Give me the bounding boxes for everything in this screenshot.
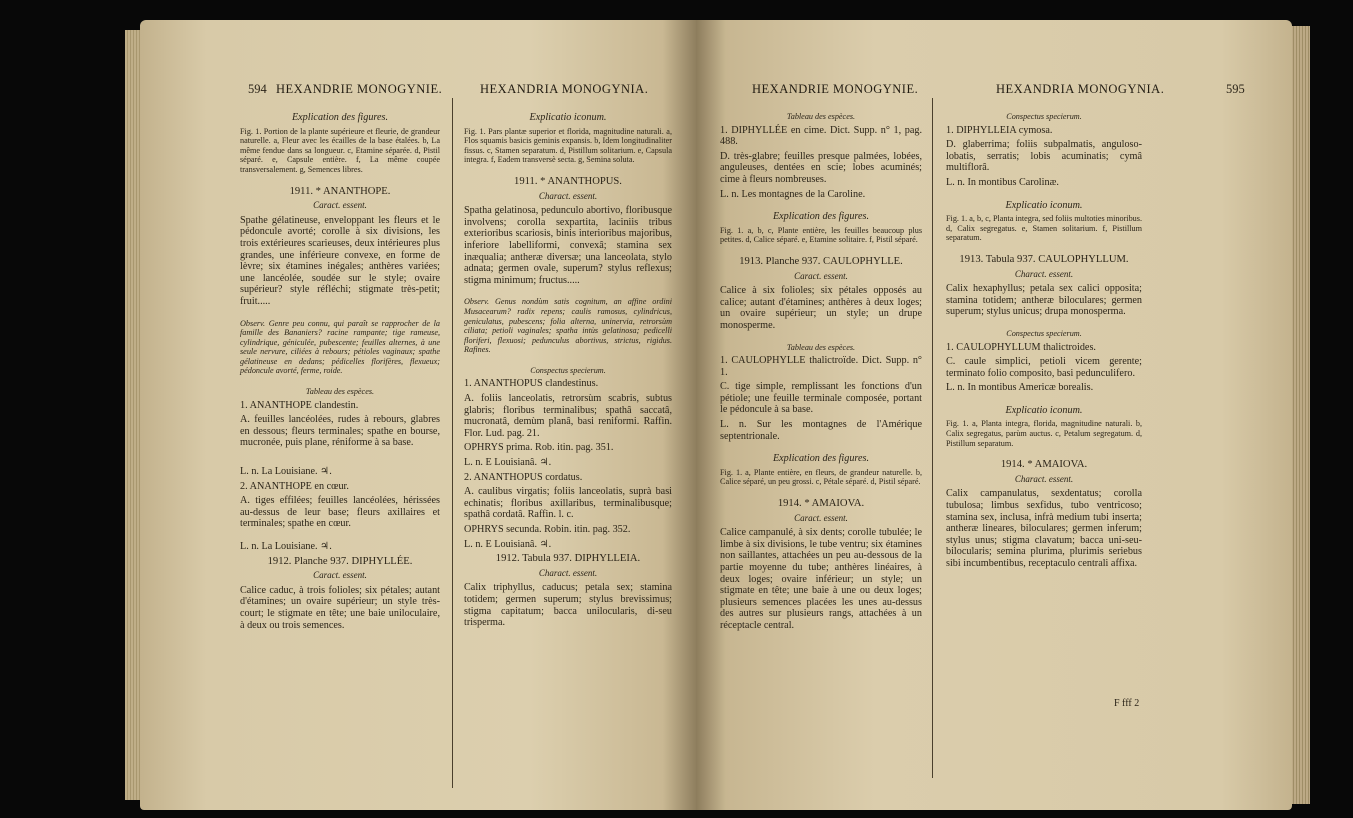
species-description: D. glaberrima; foliis subpalmatis, anguloso-lobatis, serratis; lobis acuminatis; cymâ multiflorâ. xyxy=(946,139,1142,174)
species-locality: L. n. E Louisianâ. ♃. xyxy=(464,457,552,469)
species-description: A. foliis lanceolatis, retrorsùm scabris, subtus glabris; floribus terminalibus; spathâ saccatâ, mucronatâ, demùm planâ, basi reniformi. Raffin. Flor. Lud. pag. 21. xyxy=(464,393,672,439)
caract-label: Caract. essent. xyxy=(794,512,848,523)
section-title: Explication des figures. xyxy=(772,211,870,223)
species-name: 1. DIPHYLLÉE en cime. Dict. Supp. n° 1, pag. 488. xyxy=(720,124,922,148)
running-head: HEXANDRIA MONOGYNIA. xyxy=(480,82,649,96)
running-head: HEXANDRIE MONOGYNIE. xyxy=(276,82,443,96)
figure-caption: Fig. 1. a, Plante entière, en fleurs, de grandeur naturelle. b, Calice séparé, un peu grossi. c, Pétale séparé. d, Pistil séparé. xyxy=(720,467,922,487)
left-column-french xyxy=(720,112,922,635)
species-description: A. caulibus virgatis; foliis lanceolatis, suprà basi echinatis; floribus axillaribus, terminalibusque; spathâ cordatâ. Raffin. l. c. xyxy=(464,486,672,521)
genus-heading: 1911. * ANANTHOPUS. xyxy=(514,175,622,187)
plate-heading: 1912. Planche 937. DIPHYLLÉE. xyxy=(267,555,413,567)
observation: Observ. Genre peu connu, qui paraît se rapprocher de la famille des Bananiers? racine rampante; tige rameuse, cylindrique, géniculée, pubescente; feuilles alternes, à une seule nervure, ciliées à rebours; pétioles vaginaux; spathe gélatineuse en dedans; pédicelles florifères, flexueux; pédoncule avorté, ferme, roide. xyxy=(240,318,440,376)
species-description: A. feuilles lancéolées, rudes à rebours, glabres en dessous; fleurs terminales; spathe en bourse, mucronée, puis plane, réniforme à sa base. xyxy=(240,414,440,449)
genus-description: Spathe gélatineuse, enveloppant les fleurs et le pédoncule avorté; corolle à six divisions, les trois extérieures scarieuses, deux intérieures plus grandes, une inférieure convexe, en forme de lèvre; six étamines inégales; anthères variées; une lancéolée, soudée sur le style; ovaire supérieur? style réfléchi; stigmate très-petit; fruit..... xyxy=(240,214,440,307)
section-title: Explicatio iconum. xyxy=(1005,199,1083,211)
figure-caption: Fig. 1. Portion de la plante supérieure et fleurie, de grandeur naturelle. a, Fleur avec les écailles de la base étalées. b, La même fendue dans sa longueur. c, Etamine séparée. d, Pistil séparé. e, Capsule entière. f, La même coupée transversalement. g, Semences libres. xyxy=(240,126,440,174)
species-name: 1. ANANTHOPUS clandestinus. xyxy=(464,378,599,390)
section-title: Conspectus specierum. xyxy=(530,365,606,375)
section-title: Tableau des espèces. xyxy=(786,112,856,121)
caract-label: Charact. essent. xyxy=(1014,268,1074,279)
species-name: 2. ANANTHOPUS cordatus. xyxy=(464,471,583,483)
species-locality: L. n. In montibus Carolinæ. xyxy=(946,176,1059,188)
species-name: 1. DIPHYLLEIA cymosa. xyxy=(946,124,1053,136)
caract-label: Caract. essent. xyxy=(313,570,367,581)
page-number: 594 xyxy=(248,82,267,96)
caract-label: Caract. essent. xyxy=(313,200,367,211)
section-title: Tableau des espèces. xyxy=(305,387,375,397)
species-name: 1. CAULOPHYLLUM thalictroides. xyxy=(946,341,1096,353)
section-title: Explicatio iconum. xyxy=(1005,404,1083,416)
caract-label: Charact. essent. xyxy=(1014,473,1074,484)
book-spread xyxy=(140,20,1292,810)
left-column-french xyxy=(240,112,440,634)
right-page xyxy=(696,20,1292,810)
running-head: HEXANDRIA MONOGYNIA. xyxy=(996,82,1165,96)
observation: Observ. Genus nondùm satis cognitum, an affine ordini Musacearum? radix repens; caulis ramosus, cylindricus, geniculatus, pubescens; folia alterna, uninervia, retrorsùm ciliata; petioli vaginales; spatha intùs gelatinosa; pedicelli floriferi, flexuosi; pedunculus abortivus, strictus, rigidus. Rafines. xyxy=(464,297,672,355)
genus-description: Calix hexaphyllus; petala sex calici opposita; stamina totidem; antheræ biloculares; germen superum; stylus unicus; drupa monosperma. xyxy=(946,283,1142,318)
genus-description: Calice campanulé, à six dents; corolle tubulée; le limbe à six divisions, le tube ventru; six étamines non saillantes, attachées un peu au-dessous de la partie moyenne du tube; anthères linéaires, à deux loges; ovaire inférieur; un style; un stigmate en tête; une baie à une ou deux loges; plusieurs semences placées les unes au-dessus des autres sur plusieurs rangs, attachées à un réceptacle central. xyxy=(720,527,922,631)
species-description: C. caule simplici, petioli vicem gerente; terminato folio composito, basi pedunculifero. xyxy=(946,356,1142,379)
right-column-latin xyxy=(464,112,672,632)
genus-description: Calice à six folioles; six pétales opposés au calice; autant d'étamines; anthères à deux loges; un ovaire supérieur; un style; un drupe monosperme. xyxy=(720,285,922,331)
plate-heading: 1913. Planche 937. CAULOPHYLLE. xyxy=(739,255,903,267)
plate-heading: 1912. Tabula 937. DIPHYLLEIA. xyxy=(495,553,641,565)
species-synonym: OPHRYS secunda. Robin. itin. pag. 352. xyxy=(464,524,631,535)
species-locality: L. n. E Louisianâ. ♃. xyxy=(464,538,552,550)
column-divider xyxy=(932,98,933,778)
section-title: Conspectus specierum. xyxy=(1006,328,1082,338)
genus-description: Calice caduc, à trois folioles; six pétales; autant d'étamines; un ovaire supérieur; un style très-court; le stigmate en tête; une baie uniloculaire, à deux ou trois semences. xyxy=(240,584,440,631)
species-locality: L. n. Les montagnes de la Caroline. xyxy=(720,188,866,200)
figure-caption: Fig. 1. a, b, c, Plante entière, les feuilles beaucoup plus petites. d, Calice séparé. e, Etamine solitaire. f, Pistil séparé. xyxy=(720,225,922,245)
signature-mark: F fff 2 xyxy=(1114,698,1140,709)
right-column-latin xyxy=(946,112,1142,573)
species-name: 1. ANANTHOPE clandestin. xyxy=(240,399,359,411)
species-synonym: OPHRYS prima. Rob. itin. pag. 351. xyxy=(464,442,614,454)
species-description: A. tiges effilées; feuilles lancéolées, hérissées au-dessus de leur base; fleurs axillaires et terminales; spathe en cœur. xyxy=(240,495,440,530)
species-locality: L. n. La Louisiane. ♃. xyxy=(240,541,332,552)
species-locality: L. n. La Louisiane. ♃. xyxy=(240,466,332,478)
section-title: Explicatio iconum. xyxy=(529,112,607,123)
species-name: 2. ANANTHOPE en cœur. xyxy=(240,480,349,492)
species-description: D. très-glabre; feuilles presque palmées, lobées, anguleuses, dentées en scie; lobes acuminés; cime à fleurs nombreuses. xyxy=(720,150,922,185)
left-page xyxy=(140,20,696,810)
genus-description: Spatha gelatinosa, pedunculo abortivo, floribusque involvens; corolla sexpartita, laciniis tribus exterioribus scariosis, binis interioribus majoribus, inferiore labelliformi, convexâ; stamina sex inæqualia; antheræ diversæ; una lanceolata, stylo adnata; germen ovale, superum? stylus reflexus; stigma minimum; fructus..... xyxy=(464,205,672,286)
section-title: Conspectus specierum. xyxy=(1006,112,1082,121)
section-title: Explication des figures. xyxy=(291,112,389,123)
plate-heading: 1913. Tabula 937. CAULOPHYLLUM. xyxy=(959,253,1129,265)
figure-caption: Fig. 1. a, b, c, Planta integra, sed foliis multoties minoribus. d, Calix segregatus. e, Stamen solitarium. f, Pistillum separatum. xyxy=(946,214,1142,243)
figure-caption: Fig. 1. a, Planta integra, florida, magnitudine naturali. b, Calix segregatus, parùm auctus. c, Petalum segregatum. d, Pistillum separatum. xyxy=(946,419,1142,448)
running-head: HEXANDRIE MONOGYNIE. xyxy=(752,82,919,96)
section-title: Tableau des espèces. xyxy=(786,342,856,352)
caract-label: Charact. essent. xyxy=(538,190,598,201)
genus-heading: 1914. * AMAIOVA. xyxy=(1000,459,1088,471)
species-description: C. tige simple, remplissant les fonctions d'un pétiole; une feuille terminale composée, portant le pédoncule à sa base. xyxy=(720,381,922,416)
section-title: Explication des figures. xyxy=(772,453,870,465)
genus-description: Calix triphyllus, caducus; petala sex; stamina totidem; germen superum; stylus brevissimus; stigma capitatum; bacca unilocularis, di-seu trisperma. xyxy=(464,582,672,629)
column-divider xyxy=(452,98,453,788)
figure-caption: Fig. 1. Pars plantæ superior et florida, magnitudine naturali. a, Flos squamis basicis geminis expansis. b, Idem longitudinaliter fissus. c, Stamen separatum. d, Pistillum solitarium. e, Capsula integra. f, Eadem transversè secta. g, Semina soluta. xyxy=(464,126,672,165)
page-number: 595 xyxy=(1226,82,1245,96)
species-locality: L. n. In montibus Americæ borealis. xyxy=(946,382,1094,394)
caract-label: Charact. essent. xyxy=(538,567,598,578)
genus-heading: 1911. * ANANTHOPE. xyxy=(289,185,391,197)
species-locality: L. n. Sur les montagnes de l'Amérique septentrionale. xyxy=(720,419,922,442)
genus-description: Calix campanulatus, sexdentatus; corolla tubulosa; limbus sexfidus, tubo ventricoso; stamina sex, inclusa, infrà medium tubi inserta; antheræ lineares, biloculares; germen inferum; stylus unus; stigma clavatum; bacca uni-seu-bilocularis; semina plurima, plurimis seriebus sibi incumbentibus, receptaculo centrali affixa. xyxy=(946,488,1142,569)
species-name: 1. CAULOPHYLLE thalictroïde. Dict. Supp. n° 1. xyxy=(720,355,922,378)
genus-heading: 1914. * AMAIOVA. xyxy=(777,498,865,510)
caract-label: Caract. essent. xyxy=(794,270,848,281)
